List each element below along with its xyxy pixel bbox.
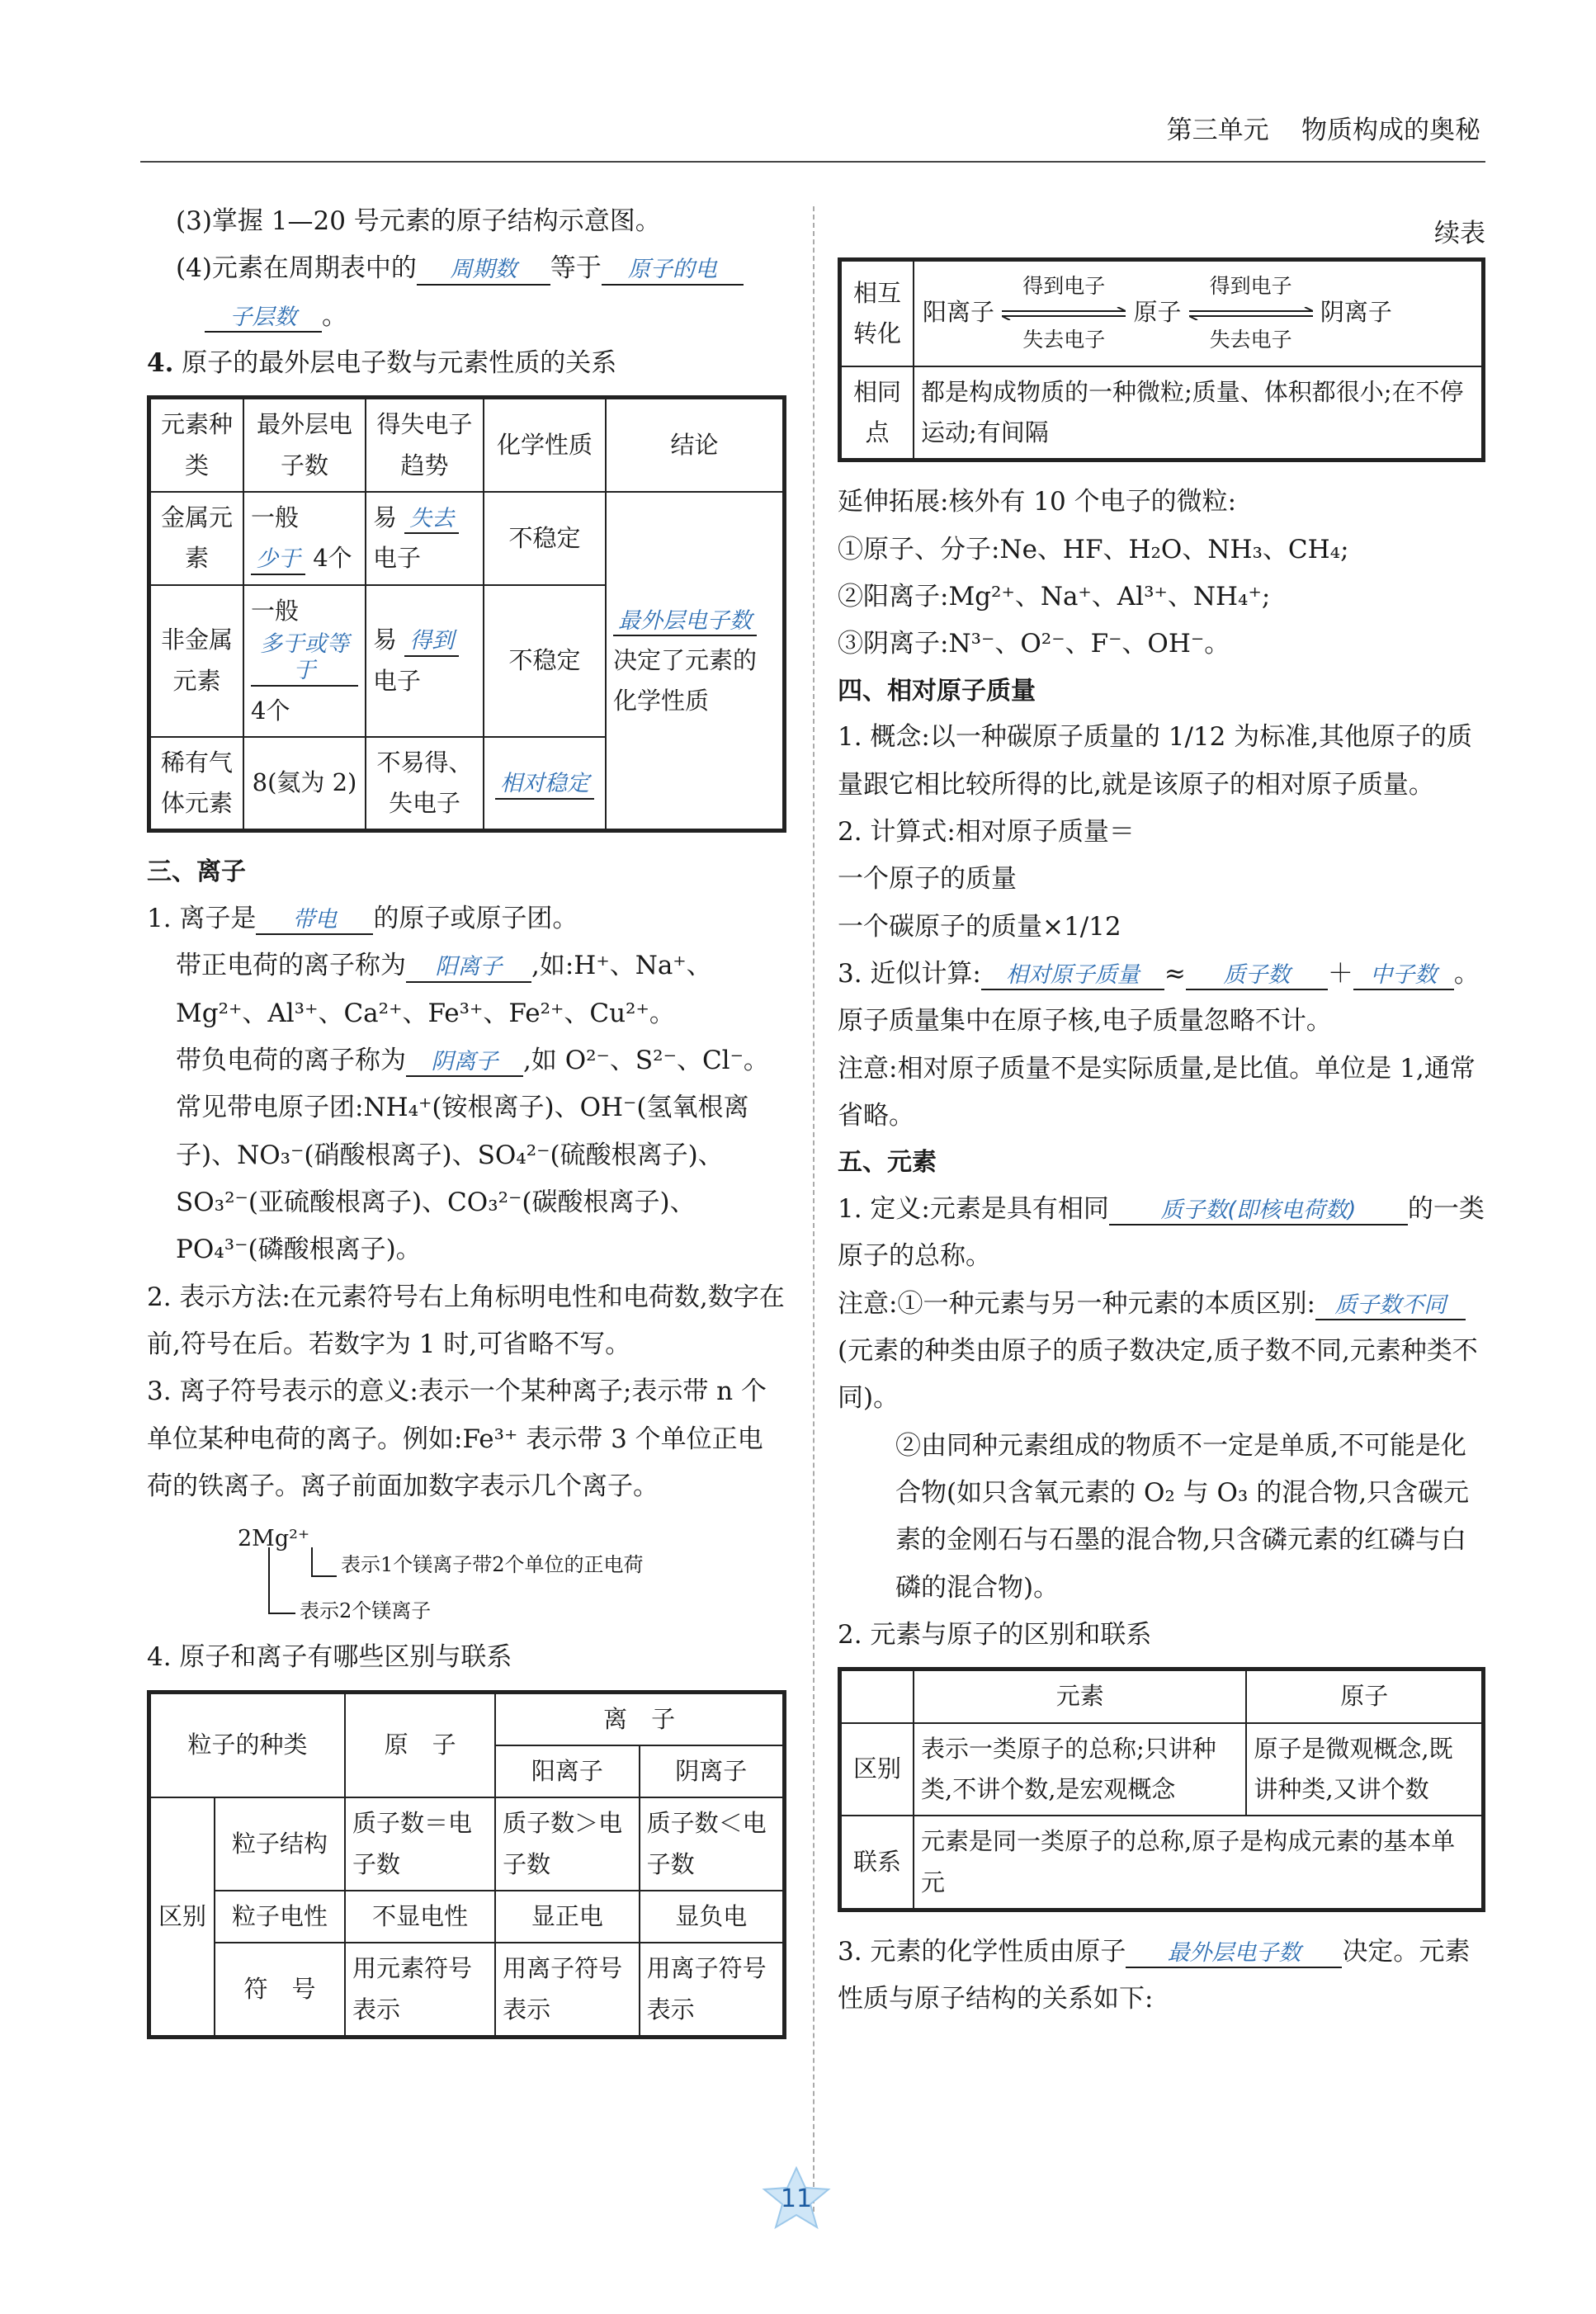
- table-header: 阴离子: [640, 1745, 783, 1797]
- answer-blank: 周期数: [417, 257, 550, 285]
- table-row: 联系 元素是同一类原子的总称,原子是构成元素的基本单元: [841, 1816, 1482, 1909]
- relative-mass-1: 1. 概念:以一种碳原子质量的 1/12 为标准,其他原子的质量跟它相比较所得的比,就是该原子的相对原子质量。: [838, 722, 1473, 800]
- table-header: 粒子的种类: [150, 1693, 345, 1798]
- table-row: 粒子电性 不显电性 显正电 显负电: [150, 1891, 783, 1943]
- answer-blank: 相对稳定: [495, 771, 594, 799]
- table-header: 最外层电子数: [243, 399, 366, 492]
- answer-blank: 少于: [251, 546, 305, 574]
- answer-blank: 质子数: [1186, 962, 1328, 990]
- table-row: 金属元素 一般 少于 4个 易 失去 电子 不稳定 最外层电子数 决定了元素的化学性质: [150, 492, 783, 585]
- answer-blank: 子层数: [205, 305, 322, 333]
- double-arrow-icon: [1002, 307, 1126, 320]
- table-header: 原 子: [345, 1693, 495, 1798]
- point-3: (3)掌握 1—20 号元素的原子结构示意图。: [176, 206, 661, 236]
- table-row: 区别 粒子结构 质子数＝电子数 质子数＞电子数 质子数＜电子数: [150, 1797, 783, 1891]
- extension-item: ③阴离子:N³⁻、O²⁻、F⁻、OH⁻。: [838, 629, 1230, 659]
- cation-def: 带正电荷的离子称为 阳离子 ,如:H⁺、Na⁺、Mg²⁺、Al³⁺、Ca²⁺、Fe³⁺、Fe²⁺、Cu²⁺。: [176, 951, 712, 1028]
- ion-point-4: 4. 原子和离子有哪些区别与联系: [147, 1642, 512, 1673]
- table-row: 相同点 都是构成物质的一种微粒;质量、体积都很小;在不停运动;有间隔: [841, 366, 1482, 460]
- relative-mass-3: 3. 近似计算: 相对原子质量 ≈ 质子数 ＋ 中子数 。原子质量集中在原子核,电子质量忽略不计。: [838, 959, 1480, 1037]
- table-row: 区别 表示一类原子的总称;只讲种类,不讲个数,是宏观概念 原子是微观概念,既讲种类,又讲个数: [841, 1723, 1482, 1816]
- unit-label: 第三单元: [1166, 116, 1269, 145]
- table-header: 得失电子趋势: [366, 399, 484, 492]
- table-header: 原子: [1246, 1670, 1482, 1722]
- extension-title: 延伸拓展:核外有 10 个电子的微粒:: [838, 487, 1237, 517]
- element-note-2: ②由同种元素组成的物质不一定是单质,不可能是化合物(如只含氧元素的 O₂ 与 O₃ 的混合物,只含碳元素的金刚石与石墨的混合物,只含磷元素的红磷与白磷的混合物)。: [895, 1430, 1470, 1603]
- unit-title: 物质构成的奥秘: [1301, 116, 1480, 145]
- page-number: 11: [780, 2184, 813, 2213]
- element-point-2: 2. 元素与原子的区别和联系: [838, 1620, 1152, 1650]
- answer-blank: 带电: [256, 907, 373, 935]
- left-column: [147, 198, 786, 2056]
- element-atom-table: [838, 1667, 1485, 1911]
- ion-point-3: 3. 离子符号表示的意义:表示一个某种离子;表示带 n 个单位某种电荷的离子。例如:Fe³⁺ 表示带 3 个单位正电荷的铁离子。离子前面加数字表示几个离子。: [147, 1377, 767, 1502]
- answer-blank: 质子数不同: [1315, 1292, 1466, 1320]
- double-arrow-icon: [1189, 307, 1313, 320]
- answer-blank: 多于或等于: [251, 631, 358, 687]
- section-relative-mass-heading: 四、相对原子质量: [838, 676, 1036, 706]
- element-property-table: [147, 395, 786, 833]
- table-header: 阳离子: [495, 1745, 639, 1797]
- page-header: [1167, 107, 1480, 154]
- table-row: 非金属元素 一般 多于或等于 4个 易 得到 电子 不稳定: [150, 585, 783, 737]
- table-row: 相互转化 阳离子 得到电子 失去电子 原子 得到电子 失去电子 阴离子: [841, 261, 1482, 366]
- conversion-arrow: 得到电子 失去电子: [1189, 273, 1313, 354]
- answer-blank: 阳离子: [406, 954, 531, 982]
- extension-item: ①原子、分子:Ne、HF、H₂O、NH₃、CH₄;: [838, 534, 1349, 564]
- page-number-badge: [759, 2166, 833, 2232]
- answer-blank: 最外层电子数: [1126, 1940, 1342, 1968]
- table-header: 元素: [914, 1670, 1246, 1722]
- table-header: 离 子: [495, 1693, 783, 1745]
- answer-blank: 相对原子质量: [981, 962, 1164, 990]
- table-header: 元素种类: [150, 399, 243, 492]
- ion-symbol-diagram: [147, 1518, 786, 1626]
- section-ion-heading: 三、离子: [147, 857, 246, 887]
- extension-item: ②阳离子:Mg²⁺、Na⁺、Al³⁺、NH₄⁺;: [838, 582, 1271, 612]
- answer-blank: 阴离子: [406, 1049, 523, 1077]
- ion-groups: 常见带电原子团:NH₄⁺(铵根离子)、OH⁻(氢氧根离子)、NO₃⁻(硝酸根离子)、SO₄²⁻(硫酸根离子)、SO₃²⁻(亚硫酸根离子)、CO₃²⁻(碳酸根离子)、PO₄³⁻(磷酸根离子)。: [176, 1093, 749, 1265]
- header-rule: [140, 161, 1485, 163]
- element-def: 1. 定义:元素是具有相同 质子数(即核电荷数) 的一类原子的总称。: [838, 1193, 1485, 1272]
- ion-point-2: 2. 表示方法:在元素符号右上角标明电性和电荷数,数字在前,符号在后。若数字为 1 时,可省略不写。: [147, 1282, 785, 1360]
- section-4-heading: 4. 原子的最外层电子数与元素性质的关系: [147, 348, 617, 379]
- answer-blank: 失去: [404, 506, 459, 534]
- atom-ion-table: [147, 1690, 786, 2039]
- diagram-note-2: 表示2个镁离子: [300, 1599, 432, 1623]
- table-header: 化学性质: [484, 399, 606, 492]
- right-column: 续表 相互转化 阳离子 得到电子 失去电子 原子 得到电子 失去电子 阴离子 相同点 都是构成物质的一种微粒;质量、体积都很小;在不停运动;有间隔 延伸拓展:核外有 10 个电子的微粒: ①原子、分子:Ne、HF、H₂O、NH₃、CH₄; ②阳离子:Mg²⁺、Na⁺、Al³⁺、NH₄⁺; ③阴离子:N³⁻、O²⁻、F⁻、OH⁻。 四、相对原子质量 1. 概念:以一种碳原子质量的 1/12 为标准,其他原子的质量跟它相比较所得的比,就是该原子的相对原子质量。 2. 计算式:相对原子质量＝ 一个原子的质量 一个碳原子的质量×1/12 3. 近似计算: 相对原子质量 ≈ 质子数 ＋ 中子数 。原子质量集中在原子核,电子质量忽略不计。 注意:相对原子质量不是实际质量,是比值。单位是 1,通常省略。 五、元素 1. 定义:元素是具有相同 质子数(即核电荷数) 的一类原子的总称。 注意:①一种元素与另一种元素的本质区别: 质子数不同(元素的种类由原子的质子数决定,质子数不同,元素种类不同)。 ②由同种元素组成的物质不一定是单质,不可能是化合物(如只含氧元素的 O₂ 与 O₃ 的混合物,只含碳元素的金刚石与石墨的混合物,只含磷元素的红磷与白磷的混合物)。 2. 元素与原子的区别和联系 元素 原子 区别 表示一类原子的总称;只讲种类,不讲个数,是宏观概念 原子是微观概念,既讲种类,又讲个数 联系 元素是同一类原子的总称,原子是构成元素的基本单元 3. 元素的化学性质由原子 最外层电子数 决定。元素性质与原子结构的关系如下:: [838, 210, 1485, 2024]
- continued-label: 续表: [1434, 219, 1485, 248]
- table-row: 符 号 用元素符号表示 用离子符号表示 用离子符号表示: [150, 1943, 783, 2036]
- anion-def: 带负电荷的离子称为 阴离子 ,如 O²⁻、S²⁻、Cl⁻。: [147, 1037, 786, 1084]
- table-row: 稀有气体元素 8(氦为 2) 不易得、失电子 相对稳定: [150, 737, 783, 830]
- element-point-3: 3. 元素的化学性质由原子 最外层电子数 决定。元素性质与原子结构的关系如下:: [838, 1936, 1471, 2014]
- answer-blank: 质子数(即核电荷数): [1109, 1197, 1408, 1225]
- relative-mass-2: 2. 计算式:相对原子质量＝: [838, 817, 1135, 847]
- ion-atom-continued-table: [838, 257, 1485, 462]
- answer-blank: 中子数: [1353, 962, 1454, 990]
- relative-mass-note: 注意:相对原子质量不是实际质量,是比值。单位是 1,通常省略。: [838, 1053, 1476, 1131]
- section-element-heading: 五、元素: [838, 1148, 937, 1178]
- element-note-1: 注意:①一种元素与另一种元素的本质区别: 质子数不同(元素的种类由原子的质子数决定,质子数不同,元素种类不同)。: [838, 1288, 1478, 1414]
- ion-point-1: 1. 离子是 带电 的原子或原子团。: [147, 895, 786, 942]
- answer-blank: 得到: [404, 628, 459, 656]
- table-header: 结论: [606, 399, 783, 492]
- conversion-arrow: 得到电子 失去电子: [1002, 273, 1126, 354]
- diagram-note-1: 表示1个镁离子带2个单位的正电荷: [341, 1553, 644, 1577]
- answer-blank: 原子的电: [602, 257, 744, 285]
- answer-blank: 最外层电子数: [613, 608, 757, 636]
- diagram-formula: 2Mg²⁺: [238, 1526, 310, 1552]
- point-4: (4)元素在周期表中的 周期数 等于 原子的电: [147, 245, 786, 292]
- column-divider: [813, 206, 815, 2212]
- point-4-cont: 子层数 。: [147, 293, 786, 340]
